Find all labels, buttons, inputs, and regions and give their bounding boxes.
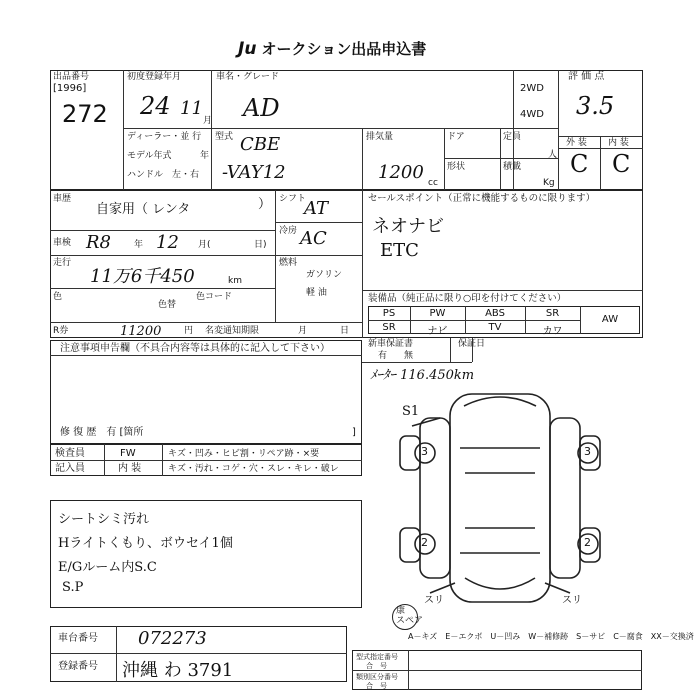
equip-navi: ナビ [427, 326, 448, 337]
mark-rear-left: 2 [421, 536, 428, 549]
rating-label: 評 価 点 [568, 71, 605, 82]
dealer-label: ディーラー・並 行 [127, 132, 202, 142]
mileage-label: 走行 [53, 258, 72, 268]
type-code-2: -VAY12 [222, 162, 286, 183]
capacity-label: 定員 [503, 132, 522, 142]
note-line-1: シートシミ汚れ [58, 512, 150, 527]
notice-label: 名変通知期限 [205, 326, 260, 336]
mark-scratch-left: スリ [424, 595, 444, 606]
equip-abs: ABS [485, 308, 505, 319]
displacement-label: 排気量 [366, 132, 394, 142]
interior-items: キズ・汚れ・コゲ・穴・スレ・キレ・破レ [168, 464, 339, 474]
ac-value: AC [300, 228, 327, 249]
type-code: CBE [240, 134, 281, 155]
sales-point-2: ETC [380, 240, 419, 261]
handle-label: ハンドル 左・右 [127, 170, 200, 180]
equipment-label: 装備品（純正品に限り○印を付けてください） [368, 293, 567, 304]
color-code-label: 色コード [196, 292, 233, 302]
year-code: [1996] [53, 83, 87, 94]
usage-value: 自家用（ レンタ [96, 202, 191, 217]
reg-value: 沖縄 わ 3791 [122, 660, 234, 681]
fw-items: キズ・凹み・ヒビ割・リペア跡・×要 [168, 449, 320, 459]
sales-point-label: セールスポイント（正常に機能するものに限ります） [368, 193, 596, 204]
mark-scratch-right: スリ [562, 595, 582, 606]
mark-rear-right: 2 [584, 536, 591, 549]
note-line-2: Hライトくもり、ボウセイ1個 [58, 536, 233, 551]
color-label: 色 [53, 292, 63, 302]
serial-label: 出品番号 [53, 72, 90, 82]
mark-front-right: 3 [584, 445, 591, 458]
recycle-label: R券 [53, 326, 69, 336]
first-reg-year: 24 [140, 92, 171, 120]
recycle-value: 11200 [120, 324, 162, 339]
damage-legend: A－キズ E－エクボ U－凹み W－補修跡 S－サビ C－腐食 XX－交換済 [408, 632, 694, 641]
mileage-value: 11万6千450 [90, 266, 195, 287]
equip-leather: カワ [542, 326, 563, 337]
mark-s1: S1 [402, 404, 420, 419]
drive-4wd: 4WD [520, 109, 544, 120]
lot-number: 272 [62, 100, 108, 128]
chassis-label: 車台番号 [58, 633, 98, 644]
repair-label: 修 復 歴 有 [箇所 [60, 427, 144, 438]
model-year-label: モデル年式 [127, 151, 172, 161]
shift-value: AT [304, 198, 329, 219]
interior-label: 内 装 [608, 138, 629, 148]
inspector-label: 検査員 [55, 448, 85, 459]
brand-logo: Ju [238, 39, 257, 59]
type-label: 型式 [215, 132, 234, 142]
ac-label: 冷房 [279, 226, 298, 236]
interior-grade: C [612, 150, 631, 178]
displacement-value: 1200 [378, 162, 424, 183]
load-label: 積載 [503, 162, 522, 172]
fw-label: FW [120, 448, 136, 459]
equip-tv: TV [488, 322, 502, 333]
shape-label: 形状 [447, 162, 466, 172]
inspection-month: 12 [156, 232, 179, 253]
inspection-era: R8 [86, 232, 112, 253]
equip-sr2: SR [382, 322, 396, 333]
equip-aw: AW [601, 314, 619, 325]
odometer-note: ﾒｰﾀｰ 116.450km [370, 368, 475, 383]
inspection-label: 車検 [53, 238, 72, 248]
usage-label: 車歴 [53, 194, 72, 204]
first-reg-month: 11 [180, 98, 203, 119]
reg-label: 登録番号 [58, 661, 98, 672]
sales-point-1: ネオナビ [372, 216, 444, 237]
mark-front-left: 3 [421, 445, 428, 458]
equip-sr: SR [545, 308, 560, 319]
equip-ps: PS [382, 308, 396, 319]
color-change-label: 色替 [158, 300, 177, 310]
fuel-gas: ガソリン [306, 270, 343, 280]
entry-label: 記入員 [55, 463, 85, 474]
fuel-label: 燃料 [279, 258, 298, 268]
doors-label: ドア [447, 132, 465, 142]
warranty-period-label: 保証日 [458, 339, 486, 349]
exterior-grade: C [570, 150, 589, 178]
warranty-label: 新車保証書 [368, 339, 414, 349]
equip-pw: PW [429, 308, 446, 319]
note-line-3: E/Gルーム内S.C [58, 560, 157, 575]
notice-title: 注意事項申告欄（不具合内容等は具体的に記入して下さい） [60, 343, 330, 354]
header [238, 38, 426, 59]
first-reg-label: 初度登録年月 [127, 72, 182, 82]
interior-check-label: 内 装 [118, 463, 142, 474]
form-title: オークション出品申込書 [261, 40, 427, 58]
rating-value: 3.5 [576, 92, 615, 120]
drive-2wd: 2WD [520, 83, 544, 94]
model-name: AD [243, 94, 280, 122]
note-line-4: S.P [62, 580, 84, 595]
fuel-diesel: 軽 油 [306, 288, 327, 298]
shift-label: シフト [279, 194, 307, 204]
chassis-value: 072273 [138, 628, 207, 649]
exterior-label: 外 装 [566, 138, 587, 148]
model-label: 車名・グレード [216, 72, 280, 82]
